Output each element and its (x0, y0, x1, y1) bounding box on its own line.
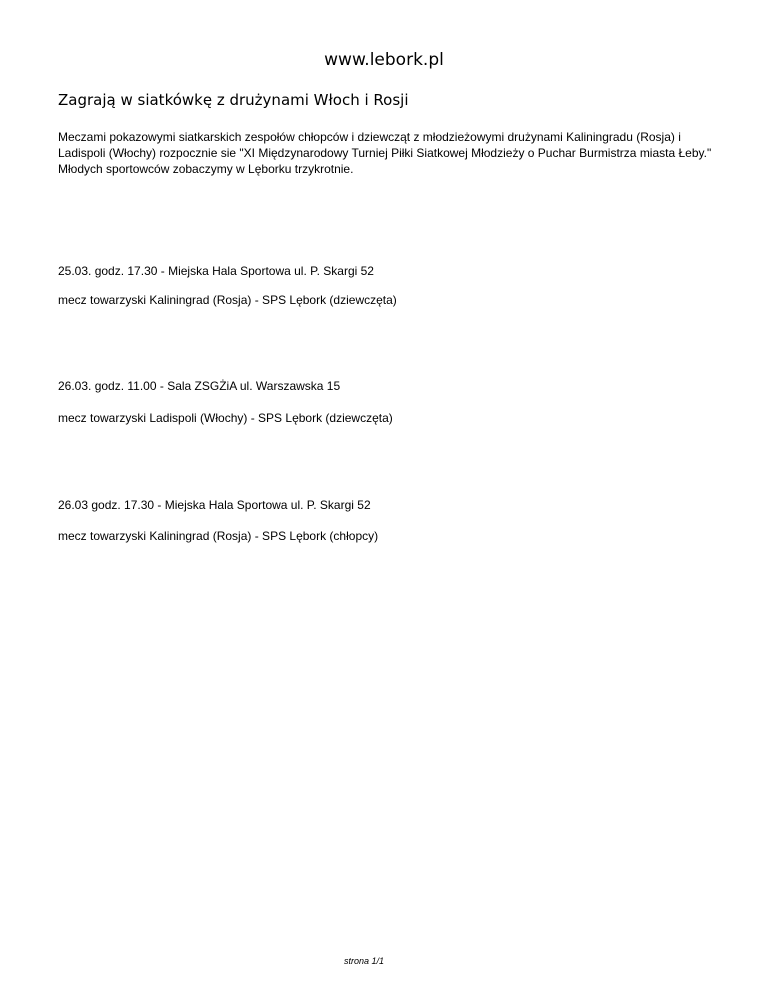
event-1-match: mecz towarzyski Kaliningrad (Rosja) - SPS Lębork (dziewczęta) (58, 293, 397, 307)
event-1-when-where: 25.03. godz. 17.30 - Miejska Hala Sportowa ul. P. Skargi 52 (58, 264, 374, 278)
event-2-match: mecz towarzyski Ladispoli (Włochy) - SPS Lębork (dziewczęta) (58, 411, 393, 425)
site-header: www.lebork.pl (324, 50, 444, 70)
article-title: Zagrają w siatkówkę z drużynami Włoch i Rosji (58, 91, 409, 109)
page-number: strona 1/1 (343, 956, 385, 966)
event-3-match: mecz towarzyski Kaliningrad (Rosja) - SPS Lębork (chłopcy) (58, 529, 379, 543)
event-2-when-where: 26.03. godz. 11.00 - Sala ZSGŻiA ul. Warszawska 15 (58, 379, 341, 393)
article-lead: Meczami pokazowymi siatkarskich zespołów chłopców i dziewcząt z młodzieżowymi drużynami Kaliningradu (Rosja) i Ladispoli (Włochy) rozpocznie sie "XI Międzynarodowy Turniej Piłki Siatkowej Młodzieży o Puchar Burmistrza miasta Łeby." Młodych sportowców zobaczymy w Lęborku trzykrotnie. (58, 130, 712, 176)
event-3-when-where: 26.03 godz. 17.30 - Miejska Hala Sportowa ul. P. Skargi 52 (58, 498, 371, 512)
